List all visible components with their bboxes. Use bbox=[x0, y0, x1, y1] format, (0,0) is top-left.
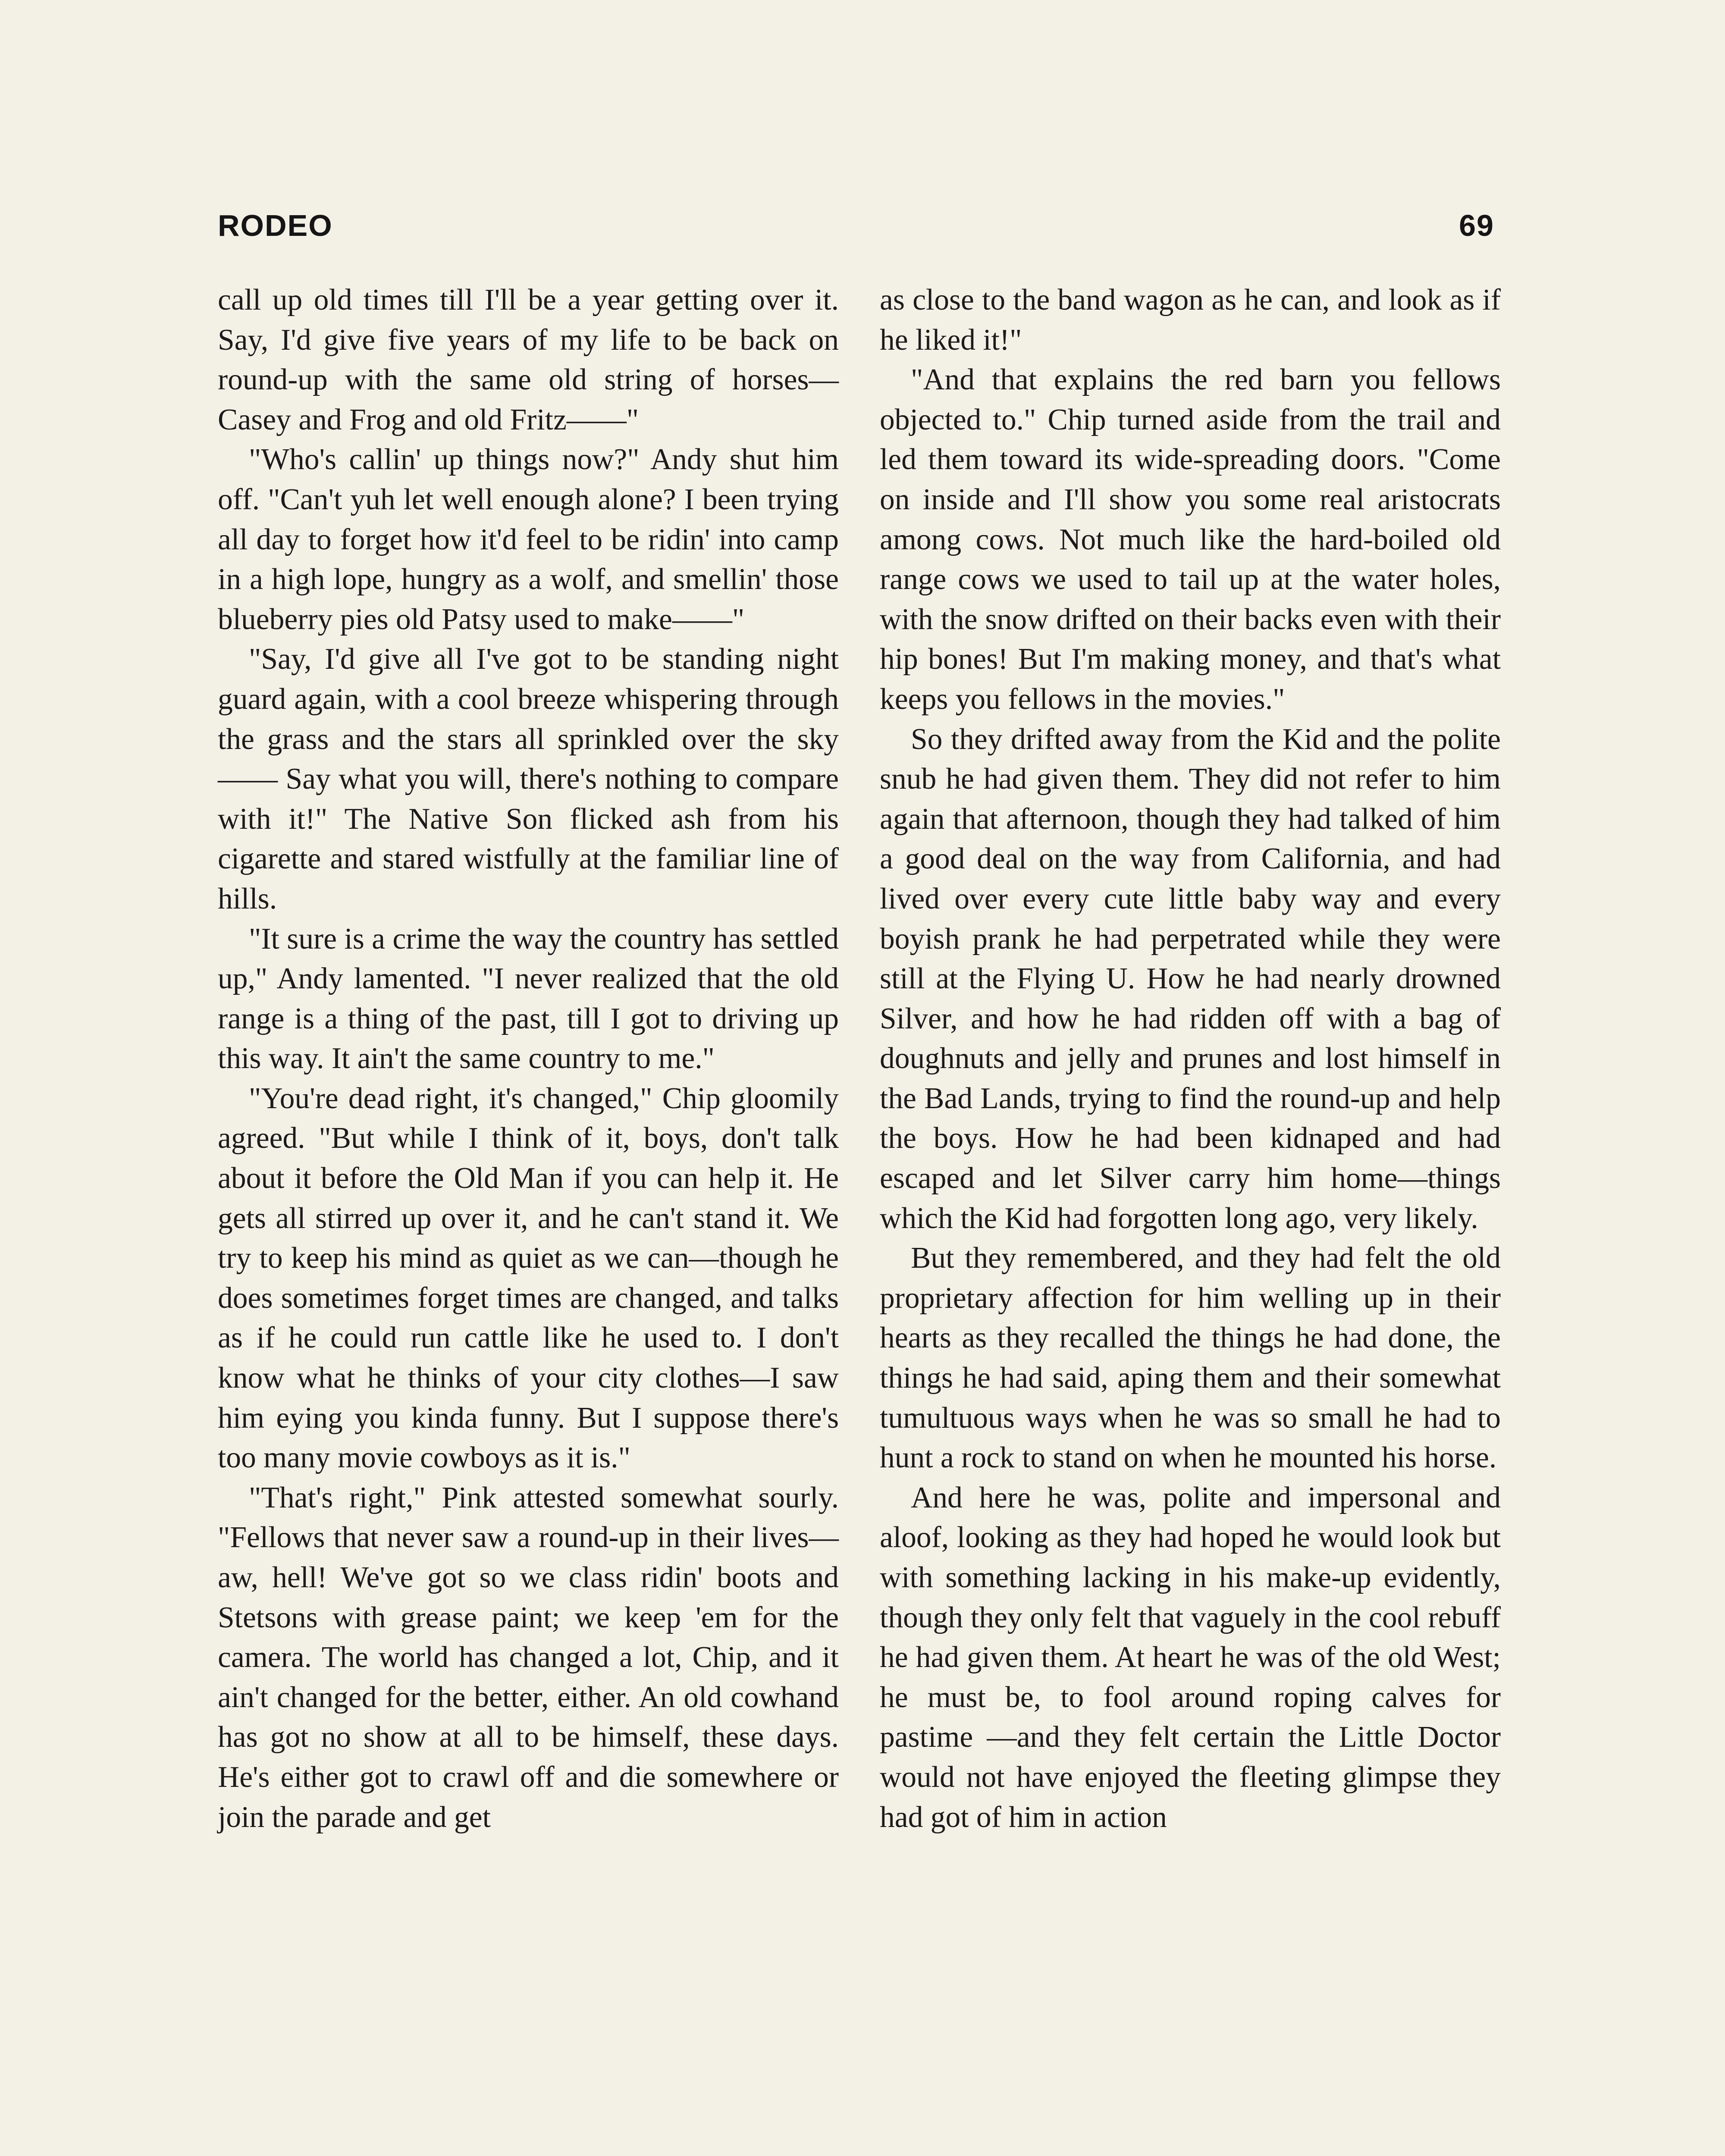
paragraph: as close to the band wagon as he can, and look as if he liked it!" bbox=[880, 283, 1501, 357]
paragraph: And here he was, polite and impersonal and aloof, looking as they had hoped he would look but with something lacking in his make-up evidently, though they only felt that vaguely in the cool rebuff he had given them. At heart he was of the old West; he must be, to fool around roping calves for pastime —and they felt certain the Little Doctor would not have enjoyed the fleeting glimpse they had got of him in action bbox=[880, 1481, 1501, 1834]
paragraph: call up old times till I'll be a year getting over it. Say, I'd give five years of my life to be back on round-up with the same old string of horses—Casey and Frog and old Fritz——" bbox=[218, 283, 839, 436]
page-number: 69 bbox=[1459, 209, 1494, 242]
page-header bbox=[218, 202, 1494, 249]
paragraph: "It sure is a crime the way the country has settled up," Andy lamented. "I never realized that the old range is a thing of the past, till I got to driving up this way. It ain't the same country to me." bbox=[218, 922, 839, 1075]
paragraph: "That's right," Pink attested somewhat sourly. "Fellows that never saw a round-up in their lives—aw, hell! We've got so we class ridin' boots and Stetsons with grease paint; we keep 'em for the camera. The world has changed a lot, Chip, and it ain't changed for the better, either. An old cowhand has got no show at all to be himself, these days. He's either got to crawl off and die somewhere or join the parade and get bbox=[218, 1481, 839, 1834]
left-text-column bbox=[218, 280, 839, 1837]
running-title: RODEO bbox=[218, 209, 333, 242]
paragraph: But they remembered, and they had felt the old proprietary affection for him welling up in their hearts as they recalled the things he had done, the things he had said, aping them and their somewhat tumultuous ways when he was so small he had to hunt a rock to stand on when he mounted his horse. bbox=[880, 1241, 1501, 1475]
right-text-column bbox=[880, 280, 1501, 1837]
paragraph: "You're dead right, it's changed," Chip gloomily agreed. "But while I think of it, boys, don't talk about it before the Old Man if you can help it. He gets all stirred up over it, and he can't stand it. We try to keep his mind as quiet as we can—though he does sometimes forget times are changed, and talks as if he could run cattle like he used to. I don't know what he thinks of your city clothes—I saw him eying you kinda funny. But I suppose there's too many movie cowboys as it is." bbox=[218, 1081, 839, 1475]
paragraph: So they drifted away from the Kid and the polite snub he had given them. They did not refer to him again that afternoon, though they had talked of him a good deal on the way from California, and had lived over every cute little baby way and every boyish prank he had perpetrated while they were still at the Flying U. How he had nearly drowned Silver, and how he had ridden off with a bag of doughnuts and jelly and prunes and lost himself in the Bad Lands, trying to find the round-up and help the boys. How he had been kidnaped and had escaped and let Silver carry him home—things which the Kid had forgotten long ago, very likely. bbox=[880, 722, 1501, 1235]
paragraph: "Say, I'd give all I've got to be standing night guard again, with a cool breeze whispering through the grass and the stars all sprinkled over the sky—— Say what you will, there's nothing to compare with it!" The Native Son flicked ash from his cigarette and stared wistfully at the familiar line of hills. bbox=[218, 642, 839, 915]
paragraph: "Who's callin' up things now?" Andy shut him off. "Can't yuh let well enough alone? I been trying all day to forget how it'd feel to be ridin' into camp in a high lope, hungry as a wolf, and smellin' those blueberry pies old Patsy used to make——" bbox=[218, 443, 839, 636]
paragraph: "And that explains the red barn you fellows objected to." Chip turned aside from the trail and led them toward its wide-spreading doors. "Come on inside and I'll show you some real aristocrats among cows. Not much like the hard-boiled old range cows we used to tail up at the water holes, with the snow drifted on their backs even with their hip bones! But I'm making money, and that's what keeps you fellows in the movies." bbox=[880, 363, 1501, 716]
